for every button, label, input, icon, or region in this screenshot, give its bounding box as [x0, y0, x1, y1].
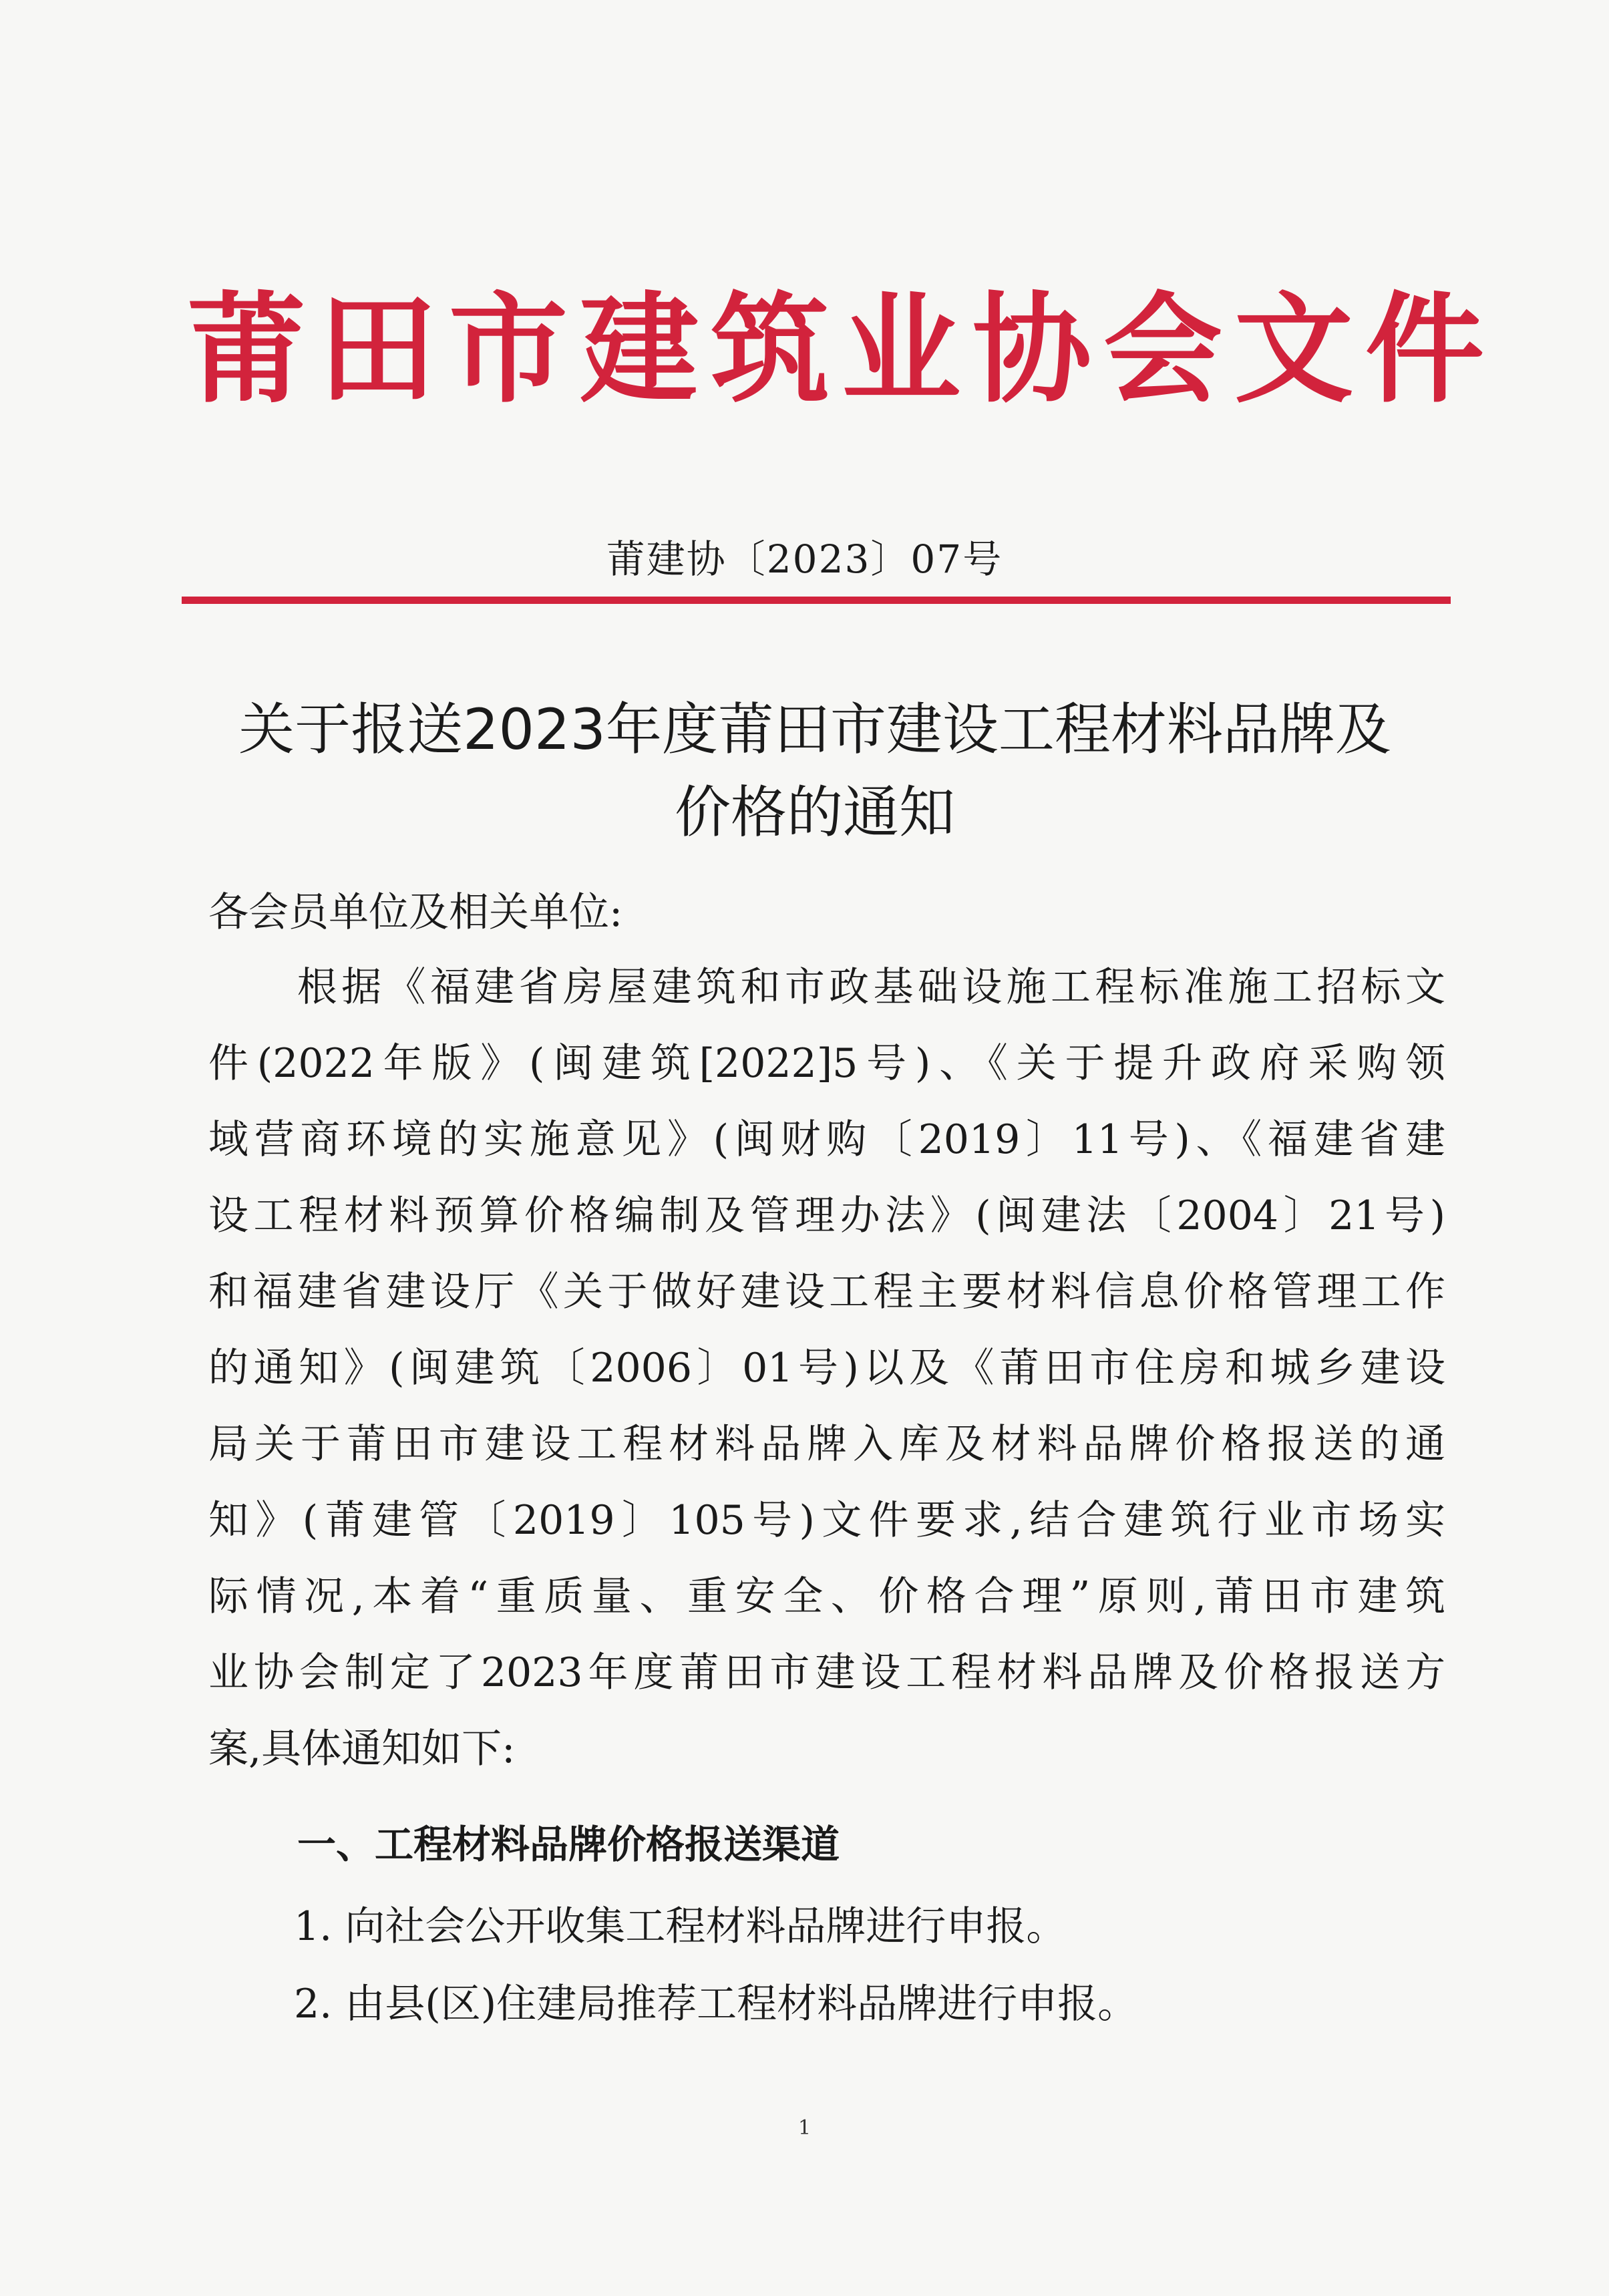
- list-item-2: 2. 由县(区)住建局推荐工程材料品牌进行申报。: [294, 1981, 1138, 2027]
- paragraph-line-6: 的通知》(闽建筑〔2006〕01号)以及《莆田市住房和城乡建设: [208, 1345, 1445, 1391]
- paragraph-line-1: 根据《福建省房屋建筑和市政基础设施工程标准施工招标文: [208, 964, 1445, 1011]
- document-number: 莆建协〔2023〕07号: [606, 536, 1003, 582]
- paragraph-line-3: 域营商环境的实施意见》(闽财购〔2019〕11号)、《福建省建: [208, 1116, 1445, 1163]
- paragraph-line-9: 际情况,本着“重质量、重安全、价格合理”原则,莆田市建筑: [208, 1573, 1445, 1620]
- notice-title: [160, 688, 1469, 854]
- org-header-title: 莆田市建筑业协会文件: [187, 279, 1496, 419]
- paragraph-line-2: 件(2022年版》(闽建筑[2022]5号)、《关于提升政府采购领: [208, 1040, 1445, 1087]
- section-heading-1: 一、工程材料品牌价格报送渠道: [297, 1822, 840, 1867]
- paragraph-line-4: 设工程材料预算价格编制及管理办法》(闽建法〔2004〕21号): [208, 1192, 1445, 1239]
- paragraph-line-8: 知》(莆建管〔2019〕105号)文件要求,结合建筑行业市场实: [208, 1497, 1445, 1544]
- notice-title-line-1: 关于报送2023年度莆田市建设工程材料品牌及: [238, 697, 1391, 762]
- paragraph-line-5: 和福建省建设厅《关于做好建设工程主要材料信息价格管理工作: [208, 1269, 1445, 1315]
- salutation: 各会员单位及相关单位:: [208, 889, 623, 936]
- list-item-1: 1. 向社会公开收集工程材料品牌进行申报。: [294, 1903, 1067, 1950]
- notice-title-line-2: 价格的通知: [674, 780, 955, 845]
- red-divider-line: [182, 597, 1451, 604]
- page-number: 1: [797, 2116, 812, 2140]
- paragraph-line-10: 业协会制定了2023年度莆田市建设工程材料品牌及价格报送方: [208, 1649, 1445, 1696]
- paragraph-line-11: 案,具体通知如下:: [208, 1726, 516, 1772]
- paragraph-line-7: 局关于莆田市建设工程材料品牌入库及材料品牌价格报送的通: [208, 1421, 1445, 1468]
